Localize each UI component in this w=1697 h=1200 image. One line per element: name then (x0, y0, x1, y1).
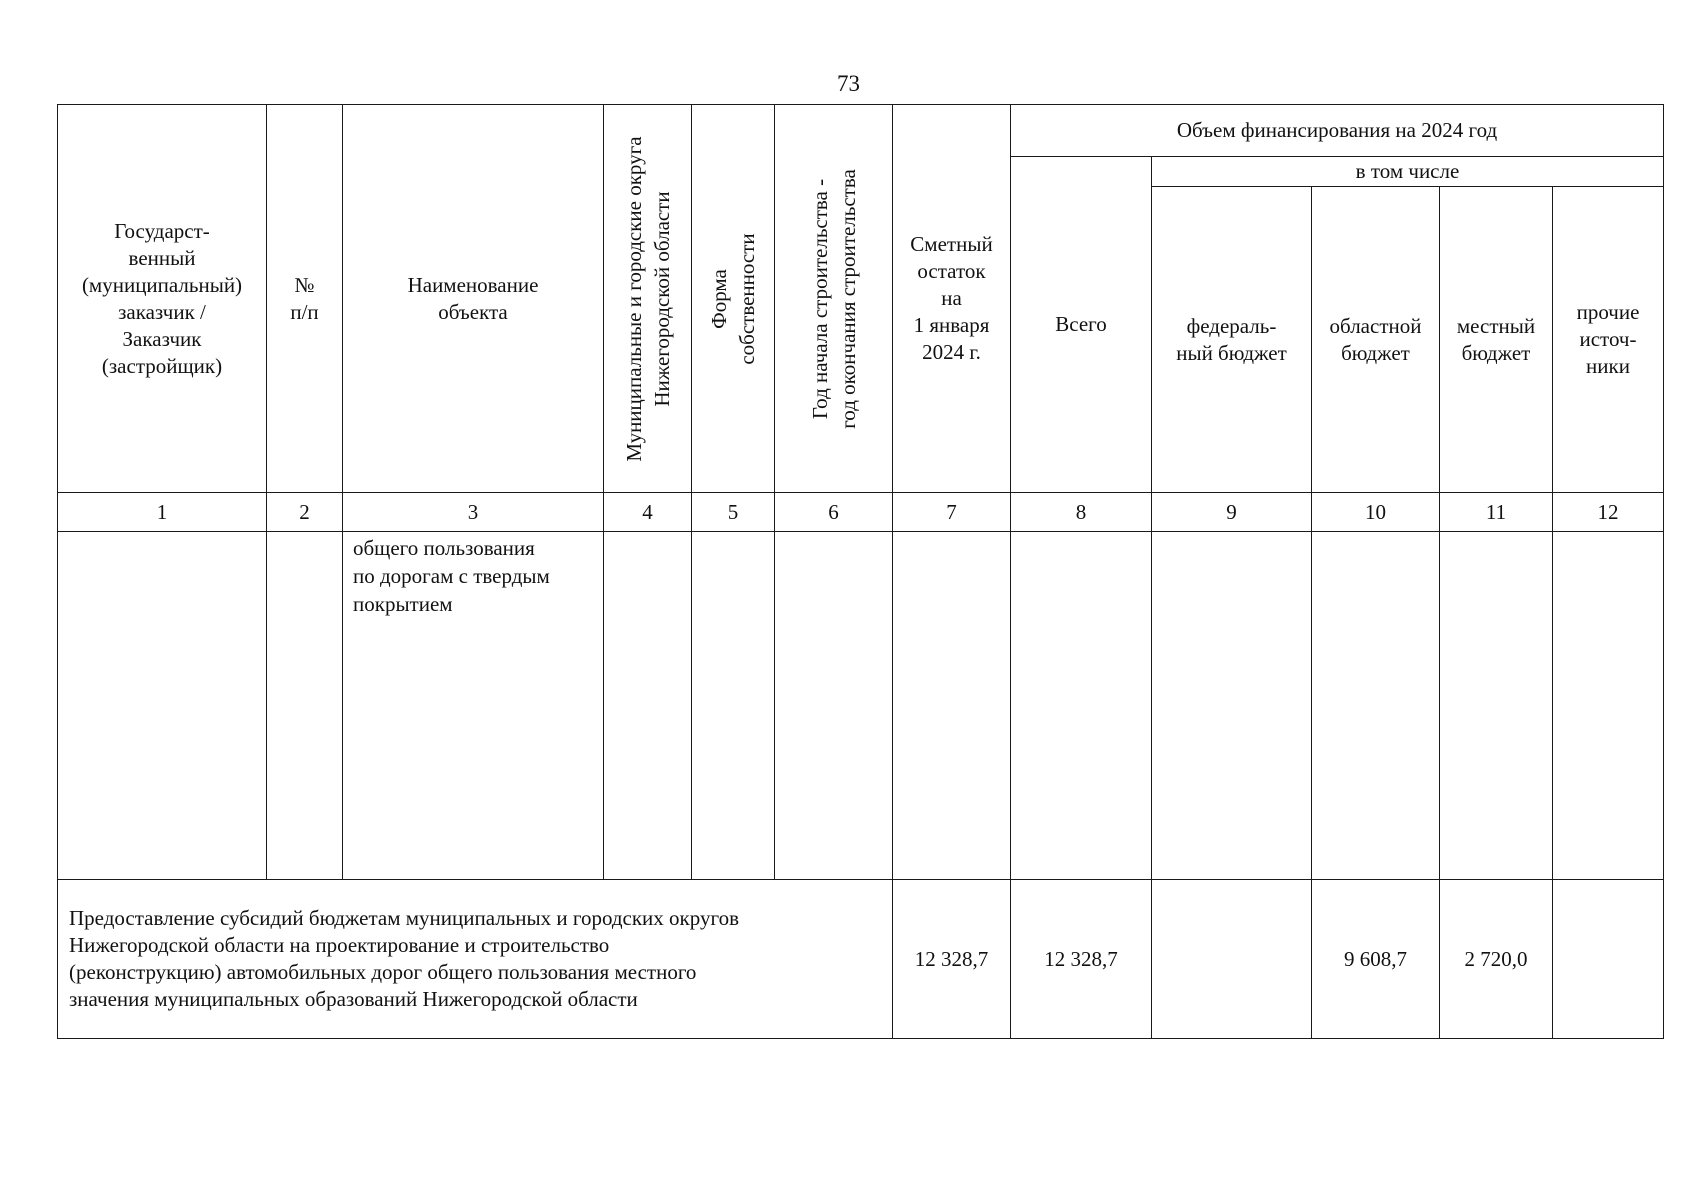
column-number: 8 (1011, 493, 1152, 532)
column-number: 4 (604, 493, 692, 532)
header-construction-years: Год начала строительства - год окончания строительства (775, 105, 893, 493)
table-cell (692, 532, 775, 880)
column-number: 11 (1440, 493, 1553, 532)
column-numbers-row (58, 493, 1664, 532)
summary-federal (1152, 880, 1312, 1039)
column-number: 7 (893, 493, 1011, 532)
column-number: 9 (1152, 493, 1312, 532)
continuation-row (58, 532, 1664, 880)
header-funding-volume: Объем финансирования на 2024 год (1011, 105, 1664, 157)
header-regional-budget: областной бюджет (1312, 187, 1440, 493)
summary-description: Предоставление субсидий бюджетам муниципальных и городских округов Нижегородской области на проектирование и строительство (реконструкцию) автомобильных дорог общего пользования местного значения муниципальных образований Нижегородской области (58, 880, 893, 1039)
header-total: Всего (1011, 157, 1152, 493)
table-cell (1553, 532, 1664, 880)
summary-estimated-balance: 12 328,7 (893, 880, 1011, 1039)
object-name-continuation: общего пользования по дорогам с твердым покрытием (343, 532, 604, 880)
page-number: 73 (837, 71, 860, 96)
header-local-budget: местный бюджет (1440, 187, 1553, 493)
column-number: 3 (343, 493, 604, 532)
header-ownership-form: Форма собственности (692, 105, 775, 493)
summary-total: 12 328,7 (1011, 880, 1152, 1039)
table-cell (775, 532, 893, 880)
table-cell (58, 532, 267, 880)
table-cell (1440, 532, 1553, 880)
header-customer: Государст- венный (муниципальный) заказчик / Заказчик (застройщик) (58, 105, 267, 493)
header-estimated-balance: Сметный остаток на 1 января 2024 г. (893, 105, 1011, 493)
table-cell (1152, 532, 1312, 880)
header-row-1 (58, 105, 1664, 157)
table-cell (604, 532, 692, 880)
table-cell (267, 532, 343, 880)
summary-other (1553, 880, 1664, 1039)
header-object-name: Наименование объекта (343, 105, 604, 493)
header-including: в том числе (1152, 157, 1664, 187)
header-other-sources: прочие источ- ники (1553, 187, 1664, 493)
header-number: № п/п (267, 105, 343, 493)
header-municipal-districts: Муниципальные и городские округа Нижегородской области (604, 105, 692, 493)
column-number: 12 (1553, 493, 1664, 532)
column-number: 1 (58, 493, 267, 532)
summary-local: 2 720,0 (1440, 880, 1553, 1039)
summary-row (58, 880, 1664, 1039)
column-number: 2 (267, 493, 343, 532)
column-number: 10 (1312, 493, 1440, 532)
header-federal-budget: федераль- ный бюджет (1152, 187, 1312, 493)
table-cell (1312, 532, 1440, 880)
column-number: 6 (775, 493, 893, 532)
column-number: 5 (692, 493, 775, 532)
table-cell (1011, 532, 1152, 880)
summary-regional: 9 608,7 (1312, 880, 1440, 1039)
financing-table (57, 104, 1664, 1039)
table-cell (893, 532, 1011, 880)
